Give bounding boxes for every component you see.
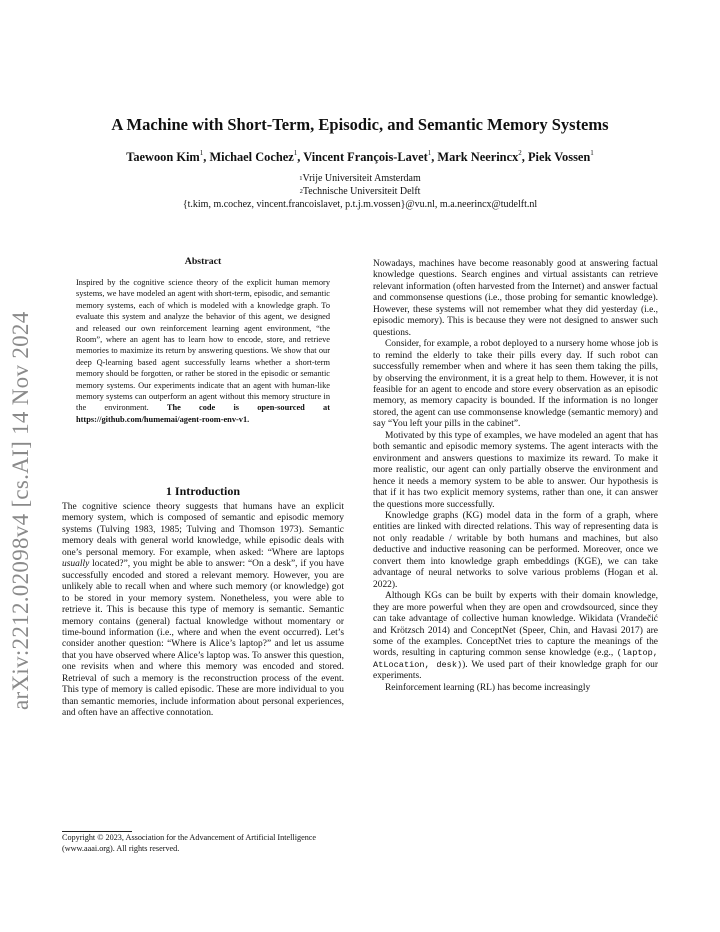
author-affiliation-mark: 1 <box>590 149 594 157</box>
abstract-text: Inspired by the cognitive science theory of the explicit human memory systems, we have modeled an agent with short-term, episodic, and semantic memory systems, each of which is modeled with a knowledge graph. To evaluate this system and analyze the behavior of this agent, we designed and released our own reinforcement learning agent environment, “the Room”, where an agent has to learn how to encode, store, and retrieve memories to maximize its return by answering questions. We show that our deep Q-learning based agent successfully learns whether a short-term memory should be forgotten, or rather be stored in the episodic or semantic memory systems. Our experiments indicate that an agent with human-like memory systems can outperform an agent without this memory structure in the environment. <box>76 278 330 413</box>
author-emails: {t.kim, m.cochez, vincent.francoislavet, p.t.j.m.vossen}@vu.nl, m.a.neerincx@tudelft.nl <box>182 199 538 210</box>
author-name: Piek Vossen <box>527 150 591 164</box>
arxiv-identifier-stamp: arXiv:2212.02098v4 [cs.AI] 14 Nov 2024 <box>8 311 33 710</box>
section-heading-introduction: 1 Introduction <box>165 484 241 498</box>
text-run: The cognitive science theory suggests that humans have an explicit memory system, which is composed of semantic and episodic memory systems (Tulving 1983, 1985; Tulving and Thomson 1973). Semantic memory deals with general world knowledge, while episodic deals with one’s personal memory. For example, when asked: “Where are laptops <box>62 502 344 558</box>
affiliation-1 <box>0 173 720 185</box>
left-column-text <box>62 502 344 720</box>
author-name: Taewoon Kim <box>126 150 200 164</box>
code-example: (laptop, AtLocation, desk) <box>373 648 658 670</box>
author-name: Michael Cochez <box>209 150 294 164</box>
paragraph: Consider, for example, a robot deployed to a nursery home whose job is to remind the elderly to take their pills every day. If such robot can successfully remember when and where it has seen them taking the pills, by observing the environment, it is a great help to them. However, it is not feasible for an agent to encode and store every observation as an episodic memory, as memory capacity is bounded. If the information is no longer stored, the agent can use commonsense knowledge (semantic memory) and say “You left your pills in the cabinet”. <box>373 339 658 430</box>
text-run: located?”, you might be able to answer: “On a desk”, if you have successfully encoded and stored a relevant memory. However, you are unlikely able to recall when and where such memory (or knowledge) got to be stored in your memory system. Nonetheless, you were able to retrieve it. This is because this type of memory is semantic. Semantic memory contains (general) factual knowledge without momentary or time-bound information (i.e., where and when the event occurred). Let’s consider another question: “Where is Alice’s laptop?” and let us assume that you have observed where Alice’s laptop was. To answer this question, one revisits when and where this memory was encoded and stored. Retrieval of such a memory is the reconstruction process of the event. This type of memory is called episodic. These are more individual to you than semantic memories, include information about personal experiences, and often have an affective connotation. <box>62 559 344 719</box>
affiliation-number: 1 <box>299 175 303 182</box>
affiliation-2 <box>0 186 720 198</box>
author-affiliation-mark: 2 <box>518 149 522 157</box>
paragraph: Motivated by this type of examples, we have modeled an agent that has both semantic and episodic memory systems. The agent interacts with the environment and answers questions to maximize its reward. To make it more realistic, our agent can only partially observe the environment and hence it needs a memory system to be able to answer. Our hypothesis is that if it has two explicit memory systems, rather than one, it can answer the questions more successfully. <box>373 430 658 510</box>
paragraph: Reinforcement learning (RL) has become increasingly <box>385 682 591 693</box>
footnote-rule <box>62 831 132 832</box>
text-run: ). We used part of their knowledge graph for our experiments. <box>373 659 659 682</box>
paragraph: Knowledge graphs (KG) model data in the form of a graph, where entities are linked with directed relations. This way of representing data is not only readable / writable by both humans and machines, but also deductive and inductive reasoning can be performed. Moreover, once we convert them into knowledge graph embeddings (KGE), we can take advantage of neural networks to solve various problems (Hogan et al. 2022). <box>373 510 658 590</box>
paragraph <box>373 591 658 683</box>
author-affiliation-mark: 1 <box>293 149 298 157</box>
text-run: Although KGs can be built by experts with their domain knowledge, they are more powerful when they are open and crowdsourced, since they can take advantage of collective human knowledge. Wikidata (Vrandečić and Krötzsch 2014) and ConceptNet (Speer, Chin, and Havasi 2017) are some of the examples. ConceptNet tries to capture the meanings of the words, resulting in capturing common sense knowledge (e.g., <box>373 591 658 659</box>
affiliation-number: 2 <box>299 188 303 195</box>
author-list: Taewoon Kim$^1$, Michael Cochez$^1$, Vincent François-Lavet$^1$, Mark Neerincx$^2$, Piek Vossen$^1$ <box>126 149 594 164</box>
affiliation-name: Vrije Universiteit Amsterdam <box>302 173 421 184</box>
author-affiliation-mark: 1 <box>199 149 204 157</box>
paper-title: A Machine with Short-Term, Episodic, and Semantic Memory Systems <box>111 115 609 134</box>
copyright-footnote: Copyright © 2023, Association for the Advancement of Artificial Intelligence (www.aaai.org). All rights reserved. <box>62 833 317 853</box>
right-column-text <box>373 259 658 694</box>
author-name: Vincent François-Lavet <box>303 150 428 164</box>
affiliation-name: Technische Universiteit Delft <box>302 186 421 197</box>
code-availability-note: The code is open-sourced at https://github.com/humemai/agent-room-env-v1. <box>76 403 330 424</box>
abstract-heading: Abstract <box>184 256 222 267</box>
author-name: Mark Neerincx <box>437 150 519 164</box>
emphasis-text: usually <box>62 559 90 570</box>
author-affiliation-mark: 1 <box>427 149 432 157</box>
paragraph: Nowadays, machines have become reasonably good at answering factual knowledge questions. Search engines and virtual assistants can retrieve relevant information (often harvested from the Internet) and answer factual and commonsense questions (i.e., those probing for semantic knowledge). However, these systems will not remember what they did yesterday (i.e., episodic memory). This is because they were not designed to answer such questions. <box>373 259 658 338</box>
abstract-body <box>76 277 330 425</box>
paragraph <box>62 502 344 720</box>
